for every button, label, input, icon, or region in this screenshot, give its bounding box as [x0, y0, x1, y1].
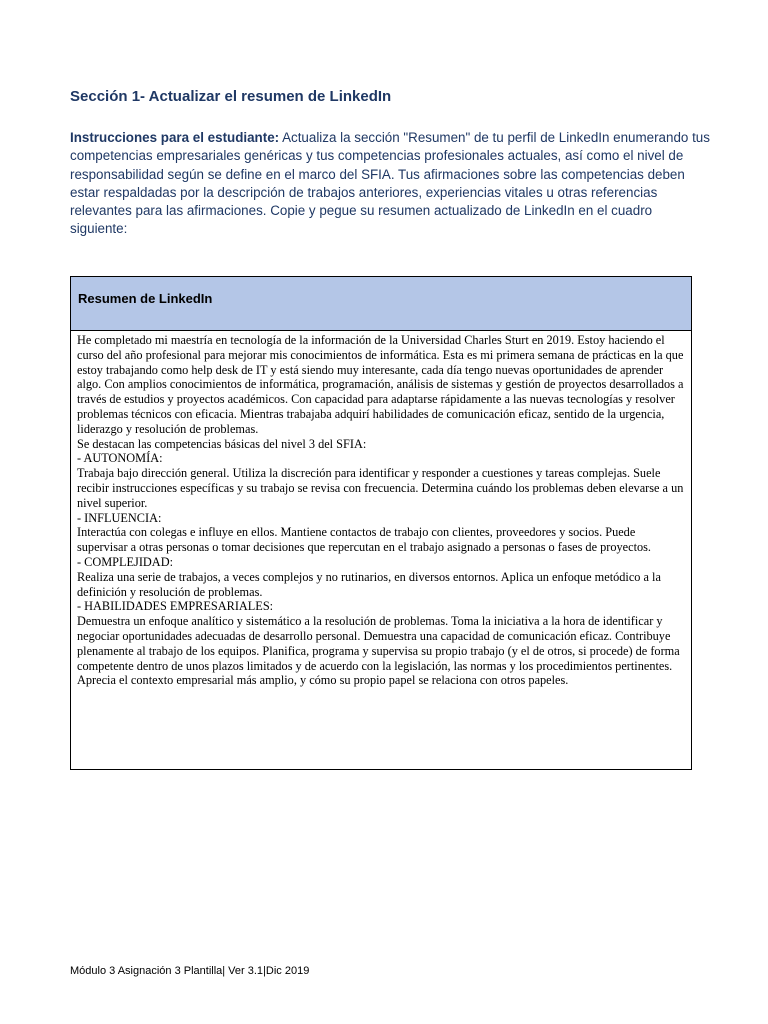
summary-paragraph: - AUTONOMÍA: — [77, 451, 163, 466]
summary-paragraph: Demuestra un enfoque analítico y sistemático a la resolución de problemas. Toma la iniciativa a la hora de identificar y negociar oportunidades adecuadas de desarrollo personal. Demuestra una capacidad de comunicación eficaz. Contribuye plenamente al trabajo de los equipos. Planifica, programa y supervisa su propio trabajo (y el de otros, si procede) de forma competente dentro de unos plazos limitados y de acuerdo con la legislación, las normas y los procedimientos pertinentes. Aprecia el contexto empresarial más amplio, y cómo su propio papel se relaciona con otros papeles. — [77, 614, 680, 688]
instructions-label: Instrucciones para el estudiante: — [70, 130, 280, 145]
summary-paragraph: He completado mi maestría en tecnología de la información de la Universidad Charles Sturt en 2019. Estoy haciendo el curso del año profesional para mejorar mis conocimientos de informática. Esta es mi primera semana de prácticas en la que estoy trabajando como help desk de IT y está siendo muy interesante, cada día tengo nuevas oportunidades de aprender algo. Con amplios conocimientos de informática, programación, análisis de sistemas y gestión de proyectos desarrollados a través de estudios y proyectos académicos. Con capacidad para adaptarse rápidamente a las nuevas tecnologías y resolver problemas técnicos con eficacia. Mientras trabajaba adquirí habilidades de comunicación eficaz, sentido de la urgencia, liderazgo y resolución de problemas. — [77, 333, 684, 436]
summary-paragraph: - COMPLEJIDAD: — [77, 554, 173, 569]
linkedin-summary-box — [70, 276, 692, 770]
summary-paragraph: Trabaja bajo dirección general. Utiliza la discreción para identificar y responder a cuestiones y tareas complejas. Suele recibir instrucciones específicas y su trabajo se revisa con frecuencia. Determina cuándo los problemas deben elevarse a un nivel superior. — [77, 466, 684, 510]
summary-paragraph: - INFLUENCIA: — [77, 510, 162, 525]
summary-paragraph: Interactúa con colegas e influye en ellos. Mantiene contactos de trabajo con clientes, proveedores y socios. Puede supervisar a otras personas o tomar decisiones que repercutan en el trabajo asignado a personas o fases de proyectos. — [77, 525, 651, 555]
summary-box-title: Resumen de LinkedIn — [78, 291, 213, 306]
summary-paragraph: Realiza una serie de trabajos, a veces complejos y no rutinarios, en diversos entornos. Aplica un enfoque metódico a la definición y resolución de problemas. — [77, 569, 661, 599]
summary-box-header — [71, 277, 691, 331]
section-title: Sección 1- Actualizar el resumen de LinkedIn — [70, 88, 392, 105]
summary-paragraph: - HABILIDADES EMPRESARIALES: — [77, 599, 274, 614]
summary-paragraph: Se destacan las competencias básicas del nivel 3 del SFIA: — [77, 436, 367, 451]
summary-box-body[interactable] — [71, 331, 691, 688]
instructions-text: Actualiza la sección "Resumen" de tu perfil de LinkedIn enumerando tus competencias empresariales genéricas y tus competencias profesionales actuales, así como el nivel de responsabilidad según se define en el marco del SFIA. Tus afirmaciones sobre las competencias deben estar respaldadas por la descripción de trabajos anteriores, experiencias vitales u otras referencias relevantes para las afirmaciones. Copie y pegue su resumen actualizado de LinkedIn en el cuadro siguiente: — [70, 130, 710, 237]
page-footer: Módulo 3 Asignación 3 Plantilla| Ver 3.1|Dic 2019 — [70, 965, 310, 977]
instructions — [70, 129, 710, 239]
